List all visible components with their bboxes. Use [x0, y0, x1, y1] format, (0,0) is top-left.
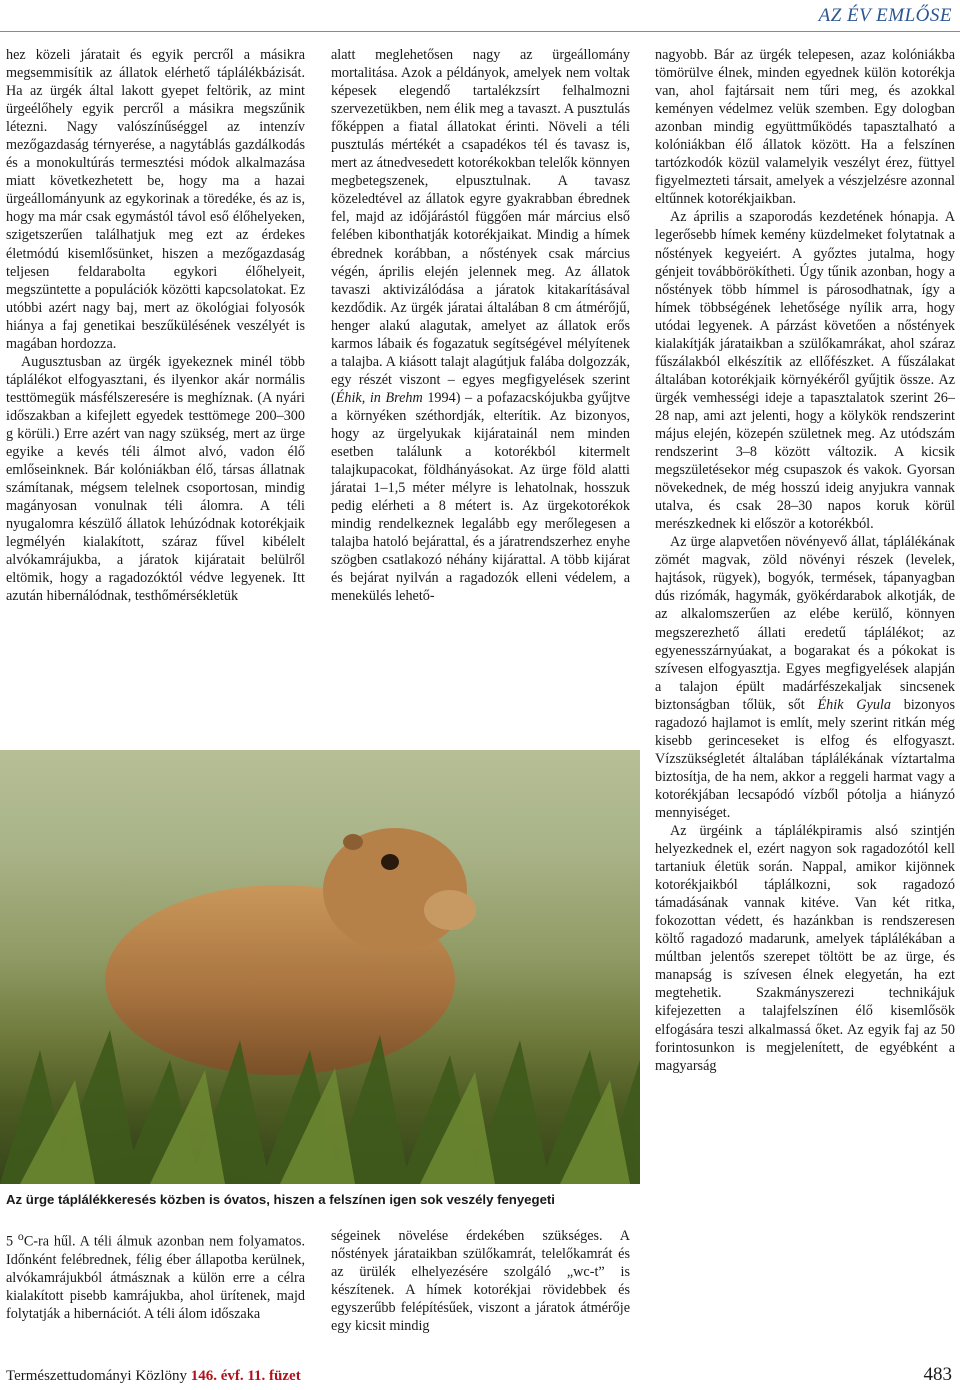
column-3	[655, 46, 955, 1075]
text-run: alatt meglehetősen nagy az ürgeállomány mortalitása. Azok a példányok, amelyek nem voltak képesek elegendő tartalékzsírt felhalmozni szervezetükben, nem élik meg a tavaszt. A pusztulás főképpen a fiatal állatokat érinti. Növeli a téli pusztulás mértékét a csapadékos tél és tavasz is, mert az átnedvesedett kotorékokban telelők könnyen megbetegszenek, elpusztulnak. A tavasz közeledtével az állatok egyre gyakrabban ébrednek fel, majd az időjárástól függően már március első felében kibonthatják kotorékjaikat. Mindig a hímek ébrednek korábban, a nőstények csak március végén, április elején jelennek meg. Az állatok tavaszi aktivizálódása a járatok kitakarításával kezdődik. Az ürgék járatai általában 8 cm átmérőjű, henger alakú alagutak, amelyet az állatok erős karmos lábaik és fogazatuk segítségével mélyítenek a talajba. A kiásott talajt alagútjuk falába dolgozzák, egy részét viszont – egyes megfigyelések szerint (	[331, 47, 631, 406]
page-number: 483	[923, 1364, 952, 1385]
paragraph	[655, 533, 955, 822]
paragraph: ségeinek növelése érdekében szükséges. A nőstények járataikban szülőkamrát, telelőkamrát és az ürülék elhelyezésére szolgáló „wc-t” is készítenek. A hímek kotorékjai rövidebbek és egyszerűbb felépítésűek, viszont a járatok átmérője egy kicsit mindig	[331, 1228, 630, 1335]
paragraph	[331, 46, 630, 605]
text-run: Az ürge alapvetően növényevő állat, táplálékának zömét magvak, zöld növényi részek (levelek, hajtások, rügyek), bogyók, termések, tápanyagban dús rizómák, hagymák, gyökérdarabok alkotják, de az alkalomszerűen az elébe kerülő, könnyen megszerezhető állati eredetű táplálékot; az egyenesszárnyúakat, a bogarakat és a pókokat is szívesen elfogyasztja. Egyes megfigyelések alapján a talajon épült madárfészekaljak sincsenek biztonságban tőlük, sőt	[655, 534, 955, 713]
journal-footer	[6, 1368, 301, 1385]
column-1-top	[6, 46, 305, 605]
degree-superscript: o	[17, 1229, 24, 1243]
text-run: C-ra hűl. A téli álmuk azonban nem folyamatos. Időnként felébrednek, félig éber állapotba kerülnek, alvókamrájukból átmásznak a külön erre a célra kialakított pisebb kamrájukba, ahol ürítenek, majd folytatják a hibernációt. A téli álom időszaka	[6, 1233, 306, 1322]
issue-number: 146. évf. 11. füzet	[190, 1368, 301, 1384]
column-2-bottom	[331, 1227, 630, 1335]
paragraph: nagyobb. Bár az ürgék telepesen, azaz kolóniákba tömörülve élnek, minden egyednek külön kotorékja van, ahol fajtársait nem tűri meg, és azokkal keményen védelmez velük szemben. Egy dologban azonban mindig együttműködés tapasztalható a kolóniákban élő állatok között. Ha a felszínen tartózkodók közül valamelyik veszélyt érez, füttyel figyelmezteti társait, amelyek a vészjelzésre azonnal eltűnnek kotorékjaikban.	[655, 47, 955, 208]
paragraph: Augusztusban az ürgék igyekeznek minél több táplálékot elfogyasztani, és ilyenkor akár normális testtömegük másfélszeresére is meghíznak. (A nyári időszakban a kifejlett egyedek testtömege 200–300 g körüli.) Erre azért van nagy szükség, mert az ürge egyike a kevés téli álmot alvó, vadon élő emlőseinknek. Bár kolóniákban élő, társas állatnak számítanak, mégsem telelnek csoportosan, mindig magányosan vonulnak téli álomra. A téli nyugalomra készülő állatok lehúzódnak kotorékjaik legmélyén kialakított, száraz fűvel kibélelt alvókamrájukba, a járatok kijáratait belülről eltömik, hogy a ragadozóktól védve legyenek. Itt azután hibernálódnak, testhőmérsékletük	[6, 353, 305, 605]
column-1-bottom	[6, 1227, 305, 1323]
paragraph: Az ürgéink a táplálékpiramis alsó szintjén helyezkednek el, ezért nagyon sok ragadozótól kell tartaniuk életük során. Nappal, amikor kijönnek kotorékjaikból táplálkozni, sok ragadozó támadásának vannak kitéve. Van két ritka, fokozottan védett, és hazánkban is rendszeresen költő ragadozó madarunk, amelyek táplálékában a múltban jelentős szerepet töltött be az ürge, és manapság is szívesen élnek elegyetán, ha ezt megtehetik. Szakmányszerezi technikájuk kifejezetten a talajfelszínen élő kisemlősök elfogására teszi alkalmassá őket. Az egyik faj az 50 forintosunkon is megjelenített, de egyébként a magyarság	[655, 823, 955, 1074]
section-label: AZ ÉV EMLŐSE	[818, 5, 952, 26]
citation: Éhik, in Brehm	[335, 389, 423, 406]
text-run: 1994) – a pofazacskójukba gyűjtve a környéken széthordják, elterítik. Az bizonyos, hogy az ürgelyukak kijáratainál nem minden esetben találunk a kotorékból kitermelt talajkupacokat, földhányásokat. Az ürge föld alatti járatai 1–1,5 méter mélyre is lehatolnak, hosszuk pedig elérheti a 8 métert is. Az ürgekotorékok mindig rendelkeznek legalább egy merőlegesen a talajba hatoló bejárattal, és a járatrendszerhez enyhe szögben csatlakozó néhány kijárattal. A több kijárat és bejárat nyilván a ragadozók elleni védelem, a menekülés lehető-	[331, 389, 630, 605]
ground-squirrel-illustration	[0, 750, 640, 1184]
paragraph	[6, 1227, 305, 1323]
text-run: 5	[6, 1233, 18, 1250]
header-rule	[0, 31, 960, 32]
journal-name: Természettudományi Közlöny	[6, 1368, 191, 1384]
ground-squirrel-photo	[0, 750, 640, 1184]
text-run: bizonyos ragadozó hajlamot is említ, mely szerint ritkán még kisebb gerinceseket is elfog és elfogyaszt. Vízszükségletét általában táplálékának víztartalma biztosítja, de ha nem, akkor a reggeli harmat vagy a kotorékjában lecsapódó vízből pótolja a hiányzó mennyiséget.	[655, 696, 955, 821]
paragraph: Az április a szaporodás kezdetének hónapja. A legerősebb hímek kemény küzdelmeket folytatnak a nőstények kegyeiért. A győztes jutalma, hogy génjeit továbbörökítheti. Úgy tűnik azonban, hogy a nőstények több hímmel is párosodhatnak, így a hímek többségének lehetősége nyílik arra, hogy utódai legyenek. A párzást követően a nőstények kialakítják járataikban a szülőkamrákat, ahol száraz fűszálakból elkészítik az ellőfészket. A fűszálakat általában kotorékjaik környékéről gyűjtik össze. Az ürgék vemhességi ideje a tapasztalatok szerint 26–28 nap, ami azt jelenti, hogy a kölykök rendszerint május elején, közepén születnek meg. Az utódszám rendszerint 3–8 között változik. A kicsik megszületésekor még csupaszok és vakok. Gyorsan növekednek, de még hosszú ideig anyjukra vannak utalva, és csak 28–30 napos koruk körül merészkednek ki először a kotorékból.	[655, 209, 955, 533]
paragraph: hez közeli járatait és egyik percről a másikra megsemmisítik az állatok elérhető táplálékbázisát. Ha az ürgék által lakott gyepet feltörik, az mint ürgeélőhely egyik percről a másikra megszűnik létezni. Nagy valószínűséggel az intenzív mezőgazdaság térnyerése, a nagytáblás gazdálkodás és a monokultúrás termesztési módok alkalmazása miatt következhetett be, hogy ma a hazai ürgeállományunk az egykorinak a töredéke, és az is, hogy ma már csak egymástól távol eső élőhelyeken, szigetszerűen találhatjuk meg ezt az érdekes életmódú kisemlősünket, hiszen a mezőgazdaság teljesen feldarabolta egykori élőhelyeit, megszüntette a populációk közötti kapcsolatokat. Ez utóbbi azért nagy baj, mert az ökológiai folyosók hiánya a faj genetikai beszűkülésének veszélyét is magában hordozza.	[6, 47, 305, 352]
photo-caption: Az ürge táplálékkeresés közben is óvatos, hiszen a felszínen igen sok veszély fenyegeti	[6, 1192, 555, 1207]
author-name: Éhik Gyula	[817, 696, 891, 713]
column-2-top	[331, 46, 630, 605]
